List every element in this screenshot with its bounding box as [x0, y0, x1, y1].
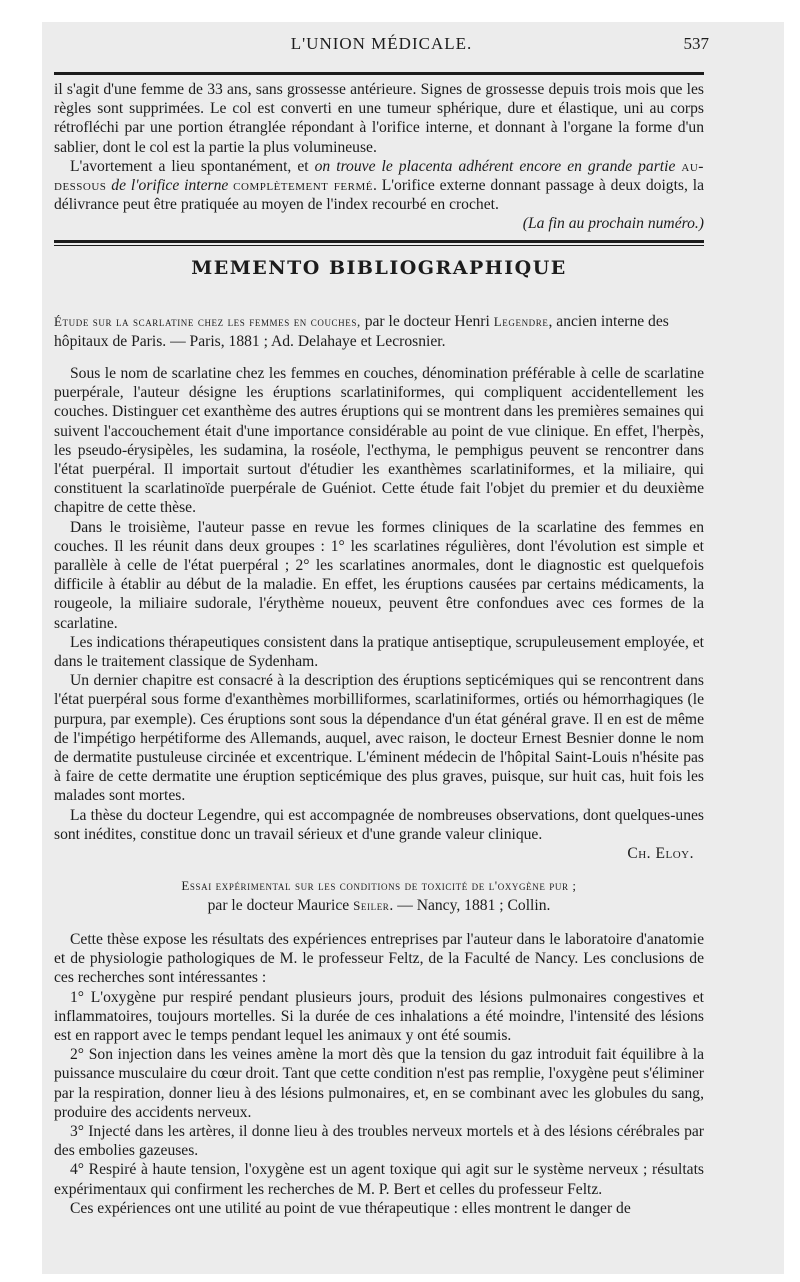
paragraph: 2° Son injection dans les veines amène la mort dès que la tension du gaz introduit fait équilibre à la puissance musculaire du cœur droit. Tant que cette condition n'est pas remplie, l'oxygène peut s'éliminer par la respiration, donner lieu à des lésions pulmonaires, et, en se combinant avec les globules du sang, produire des accidents nerveux.	[54, 1046, 704, 1121]
review-body	[54, 364, 704, 863]
section-rule	[54, 240, 704, 243]
page-number: 537	[683, 34, 709, 53]
paragraph: Sous le nom de scarlatine chez les femmes en couches, dénomination préférable à celle de scarlatine puerpérale, l'auteur désigne les éruptions scarlatiniformes, qui compliquent accidentellement les couches. Distinguer cet exanthème des autres éruptions qui se montrent dans les premières semaines qui suivent l'accouchement était d'une importance considérable au point de vue clinique. En effet, l'herpès, les pseudo-érysipèles, les sudamina, la roséole, l'ecthyma, le pemphigus peuvent se rencontrer dans l'état puerpéral. Il importait surtout d'étudier les exanthèmes scarlatiniformes, et la miliaire, qui constituent la scarlatinoïde puerpérale de Guéniot. Cette étude fait l'objet du premier et du deuxième chapitre de cette thèse.	[54, 365, 704, 517]
paragraph: Cette thèse expose les résultats des expériences entreprises par l'auteur dans le laboratoire d'anatomie et de physiologie pathologiques de M. le professeur Feltz, de la Faculté de Nancy. Les conclusions de ces recherches sont intéressantes :	[54, 931, 704, 987]
continued-article	[54, 80, 704, 234]
review-title: Essai expérimental sur les conditions de toxicité de l'oxygène pur ; par le docteur Maurice Seiler. — Nancy, 1881 ; Collin.	[181, 878, 577, 914]
paragraph: Dans le troisième, l'auteur passe en revue les formes cliniques de la scarlatine des femmes en couches. Il les réunit dans deux groupes : 1° les scarlatines régulières, dont l'évolution est simple et parallèle à celle de l'état puerpéral ; 2° les scarlatines anormales, dont le diagnostic est quelquefois difficile à établir au début de la maladie. En effet, les éruptions causées par certains médicaments, la rougeole, la miliaire sudorale, l'érythème noueux, peuvent être confondues avec ces formes de la scarlatine.	[54, 518, 704, 632]
review-body	[54, 930, 704, 1218]
paragraph: 3° Injecté dans les artères, il donne lieu à des troubles nerveux mortels et à des lésions cérébrales par des embolies gazeuses.	[54, 1123, 704, 1160]
running-title: L'UNION MÉDICALE.	[290, 34, 473, 53]
paragraph: Un dernier chapitre est consacré à la description des éruptions septicémiques qui se rencontrent dans l'état puerpéral sous forme d'exanthèmes morbilliformes, scarlatiniformes, ortiés ou hémorrhagiques (le purpura, par exemple). Ces éruptions sont sous la dépendance d'un état général grave. Il en est de même de l'impétigo herpétiforme des Allemands, auquel, avec raison, le docteur Ernest Besnier donne le nom de dermatite pustuleuse circinée et excentrique. L'éminent médecin de l'hôpital Saint-Louis n'hésite pas à faire de cette dermatite une éruption septicémique des plus graves, puisque, sur huit cas, huit fois les malades sont mortes.	[54, 672, 704, 805]
to-be-continued-note: (La fin au prochain numéro.)	[522, 215, 704, 233]
paragraph: La thèse du docteur Legendre, qui est accompagnée de nombreuses observations, dont quelques-unes sont inédites, constitue donc un travail sérieux et d'une grande valeur clinique.	[54, 806, 704, 843]
header-rule	[54, 72, 704, 75]
paragraph: Ces expériences ont une utilité au point de vue thérapeutique : elles montrent le danger de	[70, 1199, 631, 1217]
section-rule-thin	[54, 245, 704, 246]
review-title: Étude sur la scarlatine chez les femmes en couches, par le docteur Henri Legendre, ancien interne des hôpitaux de Paris. — Paris, 1881 ; Ad. Delahaye et Lecrosnier.	[54, 313, 669, 350]
paragraph: il s'agit d'une femme de 33 ans, sans grossesse antérieure. Signes de grossesse depuis trois mois que les règles sont supprimées. Le col est converti en une tumeur sphérique, dure et élastique, uni au corps rétrofléchi par une portion étranglée répondant à l'orifice interne, et donnant à l'organe la forme d'un sablier, dont le col est la partie la plus volumineuse.	[54, 81, 704, 156]
paragraph: L'avortement a lieu spontanément, et on trouve le placenta adhérent encore en grande partie au-dessous de l'orifice interne complètement fermé. L'orifice externe donnant passage à deux doigts, la délivrance peut être pratiquée au moyen de l'index recourbé en crochet.	[54, 157, 704, 214]
signature: Ch. Eloy.	[627, 845, 694, 863]
paragraph: 1° L'oxygène pur respiré pendant plusieurs jours, produit des lésions pulmonaires congestives et inflammatoires, toujours mortelles. Si la durée de ces inhalations a été moindre, l'intensité des lésions est en rapport avec le temps pendant lequel les animaux y ont été soumis.	[54, 988, 704, 1045]
paragraph: 4° Respiré à haute tension, l'oxygène est un agent toxique qui agit sur le système nerveux ; résultats expérimentaux qui confirment les recherches de M. P. Bert et celles du professeur Feltz.	[54, 1161, 704, 1198]
section-title: MEMENTO BIBLIOGRAPHIQUE	[191, 257, 567, 279]
page-header	[54, 34, 709, 62]
paragraph: Les indications thérapeutiques consistent dans la pratique antiseptique, scrupuleusement employée, et dans le traitement classique de Sydenham.	[54, 633, 704, 671]
